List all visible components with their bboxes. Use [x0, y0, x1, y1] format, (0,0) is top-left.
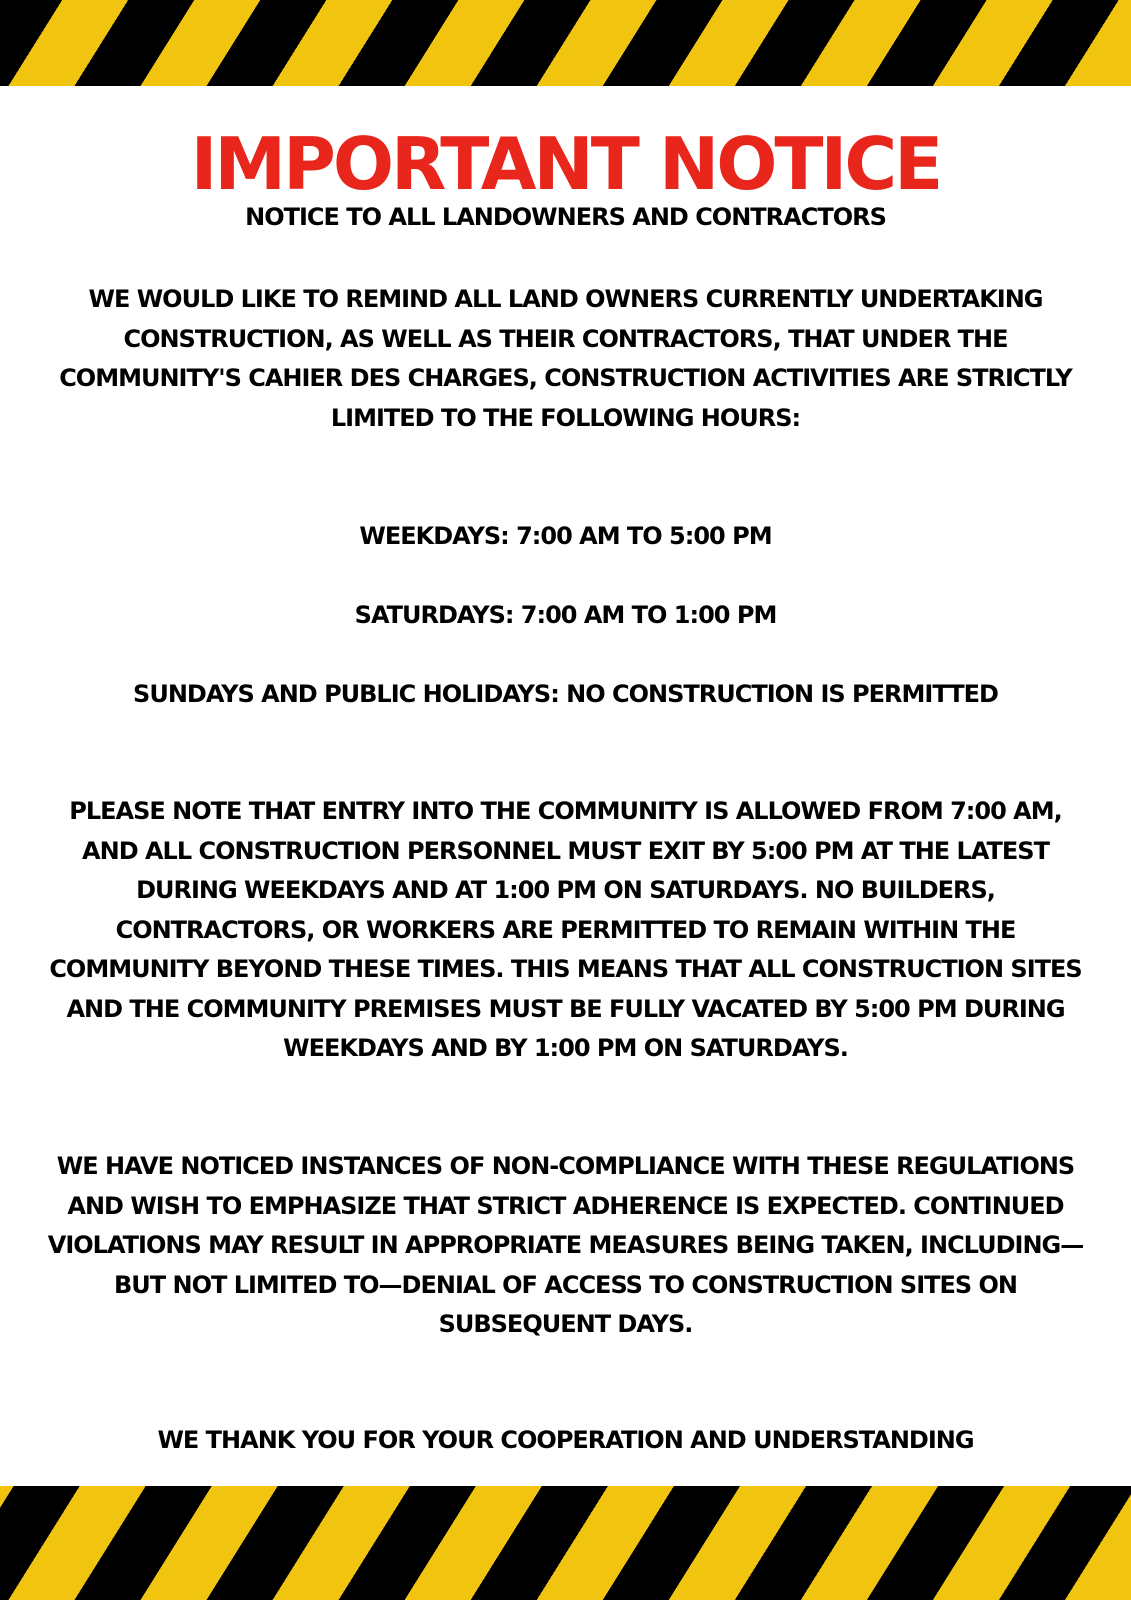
- notice-title: IMPORTANT NOTICE: [190, 122, 941, 206]
- hazard-stripe-top: [0, 0, 1131, 86]
- saturdays-hours: SATURDAYS: 7:00 AM TO 1:00 PM: [354, 601, 777, 629]
- entry-note-paragraph: PLEASE NOTE THAT ENTRY INTO THE COMMUNITY IS ALLOWED FROM 7:00 AM, AND ALL CONSTRUCTION PERSONNEL MUST EXIT BY 5:00 PM AT THE LATEST DURING WEEKDAYS AND AT 1:00 PM ON SATURDAYS. NO BUILDERS, CONTRACTORS, OR WORKERS ARE PERMITTED TO REMAIN WITHIN THE COMMUNITY BEYOND THESE TIMES. THIS MEANS THAT ALL CONSTRUCTION SITES AND THE COMMUNITY PREMISES MUST BE FULLY VACATED BY 5:00 PM DURING WEEKDAYS AND BY 1:00 PM ON SATURDAYS.: [49, 797, 1082, 1062]
- hazard-stripe-bottom: [0, 1486, 1131, 1600]
- notice-subtitle: NOTICE TO ALL LANDOWNERS AND CONTRACTORS: [245, 203, 886, 231]
- notice-body: [0, 86, 1131, 1486]
- compliance-note-paragraph: WE HAVE NOTICED INSTANCES OF NON-COMPLIANCE WITH THESE REGULATIONS AND WISH TO EMPHASIZE THAT STRICT ADHERENCE IS EXPECTED. CONTINUED VIOLATIONS MAY RESULT IN APPROPRIATE MEASURES BEING TAKEN, INCLUDING—BUT NOT LIMITED TO—DENIAL OF ACCESS TO CONSTRUCTION SITES ON SUBSEQUENT DAYS.: [47, 1152, 1084, 1338]
- closing-line: WE THANK YOU FOR YOUR COOPERATION AND UNDERSTANDING: [157, 1426, 974, 1454]
- weekdays-hours: WEEKDAYS: 7:00 AM TO 5:00 PM: [359, 522, 772, 550]
- sundays-hours: SUNDAYS AND PUBLIC HOLIDAYS: NO CONSTRUCTION IS PERMITTED: [133, 680, 998, 708]
- intro-paragraph: WE WOULD LIKE TO REMIND ALL LAND OWNERS CURRENTLY UNDERTAKING CONSTRUCTION, AS WELL AS THEIR CONTRACTORS, THAT UNDER THE COMMUNITY'S CAHIER DES CHARGES, CONSTRUCTION ACTIVITIES ARE STRICTLY LIMITED TO THE FOLLOWING HOURS:: [59, 285, 1072, 432]
